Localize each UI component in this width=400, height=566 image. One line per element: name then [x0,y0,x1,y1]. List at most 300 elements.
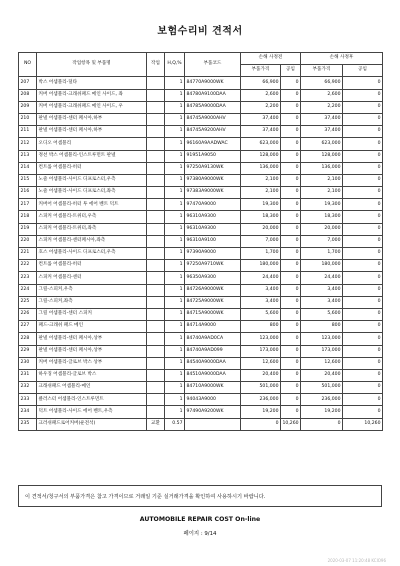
cell-item-name: 패드-크래쉬 패드 메인 [37,321,147,333]
cell-labor-after: 0 [343,406,383,418]
cell-no: 217 [19,199,37,211]
cell-qty: 1 [165,260,185,272]
header-hqty: H,Q,% [165,53,185,77]
cell-no: 208 [19,89,37,101]
cell-parts-price-after: 136,000 [301,162,343,174]
cell-labor-before: 0 [281,199,301,211]
header-no: NO [19,53,37,77]
cell-parts-price-after: 7,000 [301,235,343,247]
cell-no: 211 [19,126,37,138]
cell-part-code: 97470A9000 [185,199,241,211]
cell-labor-after: 0 [343,199,383,211]
cell-labor-after: 0 [343,211,383,223]
cell-item-name: 노즐 어셈블리-사이드 디프로스터,우측 [37,174,147,186]
cell-parts-price-before: 3,400 [241,284,281,296]
cell-no: 229 [19,345,37,357]
table-row [19,211,383,223]
cell-part-code: 84745A9200AHV [185,126,241,138]
table-row [19,345,383,357]
cell-parts-price-after: 20,000 [301,223,343,235]
cell-work [147,187,165,199]
table-row [19,187,383,199]
cell-item-name: 박스 어셈블리-딜타 [37,77,147,89]
cell-no: 221 [19,248,37,260]
cell-part-code: 96160A9AADWAC [185,138,241,150]
cell-qty: 1 [165,223,185,235]
cell-labor-before: 0 [281,394,301,406]
header-part-code: 부품코드 [185,53,241,77]
cell-labor-before: 0 [281,260,301,272]
cell-work: 교환 [147,418,165,430]
cell-item-name: 크래쉬패드 어셈블리-메인 [37,382,147,394]
cell-qty: 1 [165,199,185,211]
cell-work [147,260,165,272]
cell-no: 222 [19,260,37,272]
cell-parts-price-before: 800 [241,321,281,333]
cell-part-code: 84740A9AD0CA [185,333,241,345]
cell-labor-before: 0 [281,345,301,357]
cell-part-code: 84510A9000DAA [185,369,241,381]
cell-part-code: 94043A9000 [185,394,241,406]
table-row [19,418,383,430]
cell-labor-before: 0 [281,211,301,223]
cell-parts-price-before: 128,000 [241,150,281,162]
cell-labor-before: 0 [281,235,301,247]
cell-labor-after: 0 [343,296,383,308]
cell-item-name: 판넬 어셈블리-센터 페시아,하부 [37,126,147,138]
table-row [19,260,383,272]
header-before-adjustment: 손해 사정전 [241,53,301,65]
cell-no: 232 [19,382,37,394]
cell-part-code: 84785A9000DAA [185,101,241,113]
cell-parts-price-before: 20,000 [241,223,281,235]
cell-parts-price-after: 2,200 [301,101,343,113]
cell-item-name: 노즐 어셈블리-사이드 디프로스터,좌측 [37,187,147,199]
cell-qty: 1 [165,333,185,345]
cell-no: 220 [19,235,37,247]
cell-labor-after: 0 [343,113,383,125]
cell-labor-before: 0 [281,138,301,150]
cell-qty: 1 [165,272,185,284]
cell-parts-price-before: 12,600 [241,357,281,369]
cell-item-name: 덕트 어셈블리-사이드 에어 벤트,우측 [37,406,147,418]
cell-no: 209 [19,101,37,113]
header-parts-price-after: 부품가격 [301,65,343,77]
cell-parts-price-after: 2,100 [301,187,343,199]
cell-work [147,223,165,235]
cell-part-code: 97390A9000 [185,248,241,260]
cell-item-name: 하우징 어셈블리-글로브 박스 [37,369,147,381]
cell-parts-price-before: 24,400 [241,272,281,284]
estimate-table [18,52,383,431]
table-body [19,77,383,430]
cell-labor-after: 0 [343,248,383,260]
cell-part-code: 84715A9000WK [185,308,241,320]
cell-part-code: 97250A9130WK [185,162,241,174]
cell-work [147,235,165,247]
table-row [19,77,383,89]
cell-part-code: 96350A9300 [185,272,241,284]
cell-work [147,248,165,260]
cell-parts-price-after: 2,600 [301,89,343,101]
header-work: 작업 [147,53,165,77]
table-row [19,272,383,284]
document-title: 보험수리비 견적서 [157,26,243,37]
cell-parts-price-before: 180,000 [241,260,281,272]
header-item-name: 작업항목 및 부품명 [37,53,147,77]
cell-no: 215 [19,174,37,186]
table-row [19,235,383,247]
cell-parts-price-after: 5,600 [301,308,343,320]
cell-no: 216 [19,187,37,199]
cell-part-code: 91951A9050 [185,150,241,162]
cell-labor-after: 0 [343,272,383,284]
cell-part-code: 96310A9100 [185,235,241,247]
cell-qty: 0.57 [165,418,185,430]
cell-parts-price-before: 2,100 [241,174,281,186]
cell-labor-after: 0 [343,126,383,138]
cell-parts-price-after: 0 [301,418,343,430]
cell-parts-price-after: 1,700 [301,248,343,260]
cell-parts-price-before: 0 [241,418,281,430]
cell-parts-price-after: 3,400 [301,284,343,296]
cell-no: 223 [19,272,37,284]
cell-work [147,89,165,101]
cell-no: 234 [19,406,37,418]
cell-item-name: 그릴-스피커,우측 [37,284,147,296]
cell-qty: 1 [165,138,185,150]
cell-parts-price-after: 19,200 [301,406,343,418]
cell-labor-after: 0 [343,357,383,369]
table-row [19,369,383,381]
cell-parts-price-before: 37,400 [241,126,281,138]
table-row [19,101,383,113]
cell-parts-price-before: 18,300 [241,211,281,223]
cell-part-code: 84780A9100DAA [185,89,241,101]
cell-item-name: 커버 어셈블리-크래쉬패드 메인 사이드, 좌 [37,89,147,101]
cell-labor-before: 0 [281,77,301,89]
cell-item-name: 커버 어셈블리-크래쉬패드 메인 사이드, 우 [37,101,147,113]
cell-parts-price-before: 501,000 [241,382,281,394]
cell-item-name: 그릴-스피커,좌측 [37,296,147,308]
cell-item-name: 스피커 어셈블리-트위터,우측 [37,211,147,223]
cell-part-code: 96310A9300 [185,211,241,223]
cell-work [147,345,165,357]
cell-item-name: 커버어 어셈블리-히터 투 에어 벤트 덕트 [37,199,147,211]
cell-parts-price-before: 19,300 [241,199,281,211]
table-row [19,382,383,394]
cell-no: 214 [19,162,37,174]
cell-part-code: 84714A9000 [185,321,241,333]
cell-part-code: 84726A9000WK [185,284,241,296]
cell-labor-before: 0 [281,308,301,320]
cell-labor-after: 0 [343,89,383,101]
cell-no: 228 [19,333,37,345]
cell-work [147,162,165,174]
cell-labor-after: 0 [343,308,383,320]
cell-parts-price-after: 2,100 [301,174,343,186]
cell-parts-price-before: 236,000 [241,394,281,406]
cell-part-code: 84725A9000WK [185,296,241,308]
cell-no: 210 [19,113,37,125]
cell-qty: 1 [165,248,185,260]
cell-labor-after: 0 [343,223,383,235]
cell-item-name: 판넬 어셈블리-센터 페시아,하부 [37,113,147,125]
cell-item-name: 호스 어셈블리-사이드 디프로스터,우측 [37,248,147,260]
cell-work [147,357,165,369]
cell-parts-price-before: 2,100 [241,187,281,199]
cell-item-name: 컨트롤 어셈블리-히터 [37,260,147,272]
table-row [19,248,383,260]
cell-labor-before: 0 [281,150,301,162]
cell-work [147,296,165,308]
cell-qty: 1 [165,150,185,162]
cell-parts-price-after: 501,000 [301,382,343,394]
cell-work [147,199,165,211]
cell-parts-price-after: 800 [301,321,343,333]
cell-work [147,308,165,320]
cell-labor-before: 0 [281,174,301,186]
cell-part-code: 84745A9000AHV [185,113,241,125]
cell-part-code: 97250A9710WK [185,260,241,272]
table-row [19,284,383,296]
cell-item-name: 스피커 어셈블리-센터 [37,272,147,284]
cell-qty: 1 [165,187,185,199]
cell-parts-price-before: 66,900 [241,77,281,89]
cell-labor-after: 0 [343,235,383,247]
cell-no: 233 [19,394,37,406]
cell-item-name: 스피커 어셈블리-트위터,좌측 [37,223,147,235]
cell-labor-before: 10,260 [281,418,301,430]
cell-labor-after: 0 [343,321,383,333]
cell-no: 212 [19,138,37,150]
page-number: 페이지 : 9/14 [183,531,217,537]
cell-labor-before: 0 [281,333,301,345]
table-row [19,89,383,101]
cell-no: 218 [19,211,37,223]
cell-qty: 1 [165,174,185,186]
cell-item-name: 컨트롤 어셈블리-히터 [37,162,147,174]
cell-parts-price-after: 37,400 [301,126,343,138]
cell-qty: 1 [165,235,185,247]
table-row [19,126,383,138]
cell-work [147,394,165,406]
cell-parts-price-after: 236,000 [301,394,343,406]
cell-work [147,321,165,333]
cell-parts-price-after: 180,000 [301,260,343,272]
cell-part-code: 84710A9000WK [185,382,241,394]
cell-no: 230 [19,357,37,369]
cell-labor-before: 0 [281,187,301,199]
cell-qty: 1 [165,296,185,308]
print-stamp: 2020-03-07 11:20:48 KCIO96 [327,558,386,563]
cell-no: 235 [19,418,37,430]
cell-labor-before: 0 [281,89,301,101]
cell-labor-before: 0 [281,248,301,260]
cell-no: 226 [19,308,37,320]
cell-qty: 1 [165,126,185,138]
table-row [19,296,383,308]
cell-item-name: 스피커 어셈블리-센터페시아,좌측 [37,235,147,247]
cell-part-code: 96310A9300 [185,223,241,235]
cell-work [147,101,165,113]
cell-part-code: 84770A9000WK [185,77,241,89]
cell-work [147,284,165,296]
cell-parts-price-after: 66,900 [301,77,343,89]
cell-parts-price-after: 128,000 [301,150,343,162]
header-after-adjustment: 손해 사정후 [301,53,383,65]
cell-parts-price-before: 2,200 [241,101,281,113]
cell-qty: 1 [165,211,185,223]
cell-labor-after: 0 [343,333,383,345]
table-row [19,406,383,418]
header-labor-after: 공임 [343,65,383,77]
cell-labor-after: 0 [343,162,383,174]
cell-parts-price-before: 37,400 [241,113,281,125]
cell-work [147,77,165,89]
cell-parts-price-after: 123,000 [301,333,343,345]
cell-labor-before: 0 [281,284,301,296]
cell-labor-after: 10,260 [343,418,383,430]
cell-labor-before: 0 [281,357,301,369]
cell-no: 224 [19,284,37,296]
cell-part-code: 84540A9000DAA [185,357,241,369]
cell-parts-price-after: 623,000 [301,138,343,150]
cell-parts-price-after: 12,600 [301,357,343,369]
cell-labor-after: 0 [343,187,383,199]
cell-qty: 1 [165,308,185,320]
table-row [19,321,383,333]
cell-qty: 1 [165,321,185,333]
cell-item-name: 오디오 어셈블리 [37,138,147,150]
cell-work [147,406,165,418]
cell-labor-after: 0 [343,77,383,89]
table-row [19,223,383,235]
cell-labor-before: 0 [281,101,301,113]
cell-parts-price-before: 173,000 [241,345,281,357]
table-row [19,150,383,162]
cell-parts-price-after: 173,000 [301,345,343,357]
cell-labor-before: 0 [281,296,301,308]
cell-part-code: 97490A9200WK [185,406,241,418]
cell-no: 231 [19,369,37,381]
cell-parts-price-after: 20,400 [301,369,343,381]
cell-item-name: 판넬 어셈블리-센터 페시아,상부 [37,333,147,345]
footer-brand: AUTOMOBILE REPAIR COST On-line [139,516,261,523]
cell-labor-after: 0 [343,260,383,272]
cell-labor-after: 0 [343,394,383,406]
header-labor-before: 공임 [281,65,301,77]
cell-work [147,138,165,150]
cell-labor-after: 0 [343,138,383,150]
cell-no: 227 [19,321,37,333]
cell-part-code: 84740A9AD099 [185,345,241,357]
cell-labor-before: 0 [281,321,301,333]
cell-parts-price-after: 19,300 [301,199,343,211]
cell-labor-after: 0 [343,174,383,186]
cell-labor-before: 0 [281,162,301,174]
cell-parts-price-after: 37,400 [301,113,343,125]
cell-work [147,126,165,138]
cell-qty: 1 [165,382,185,394]
cell-parts-price-before: 623,000 [241,138,281,150]
cell-work [147,113,165,125]
cell-work [147,174,165,186]
cell-parts-price-before: 2,600 [241,89,281,101]
cell-labor-before: 0 [281,126,301,138]
cell-work [147,150,165,162]
cell-labor-after: 0 [343,101,383,113]
cell-parts-price-before: 3,400 [241,296,281,308]
cell-labor-before: 0 [281,369,301,381]
cell-qty: 1 [165,162,185,174]
cell-no: 225 [19,296,37,308]
cell-qty: 1 [165,89,185,101]
cell-item-name: 그릴 어셈블리-센터 스피커 [37,308,147,320]
cell-qty: 1 [165,406,185,418]
cell-item-name: 정션 박스 어셈블리-인스트루먼트 판넬 [37,150,147,162]
cell-labor-after: 0 [343,382,383,394]
cell-labor-after: 0 [343,369,383,381]
table-row [19,113,383,125]
cell-labor-before: 0 [281,382,301,394]
cell-qty: 1 [165,345,185,357]
cell-parts-price-before: 19,200 [241,406,281,418]
cell-parts-price-before: 136,000 [241,162,281,174]
cell-qty: 1 [165,284,185,296]
cell-labor-after: 0 [343,284,383,296]
cell-work [147,211,165,223]
cell-parts-price-before: 5,600 [241,308,281,320]
cell-item-name: 크러쉬패드로어커버(운전석) [37,418,147,430]
cell-parts-price-before: 20,400 [241,369,281,381]
cell-qty: 1 [165,369,185,381]
cell-part-code [185,418,241,430]
cell-parts-price-before: 7,000 [241,235,281,247]
table-row [19,138,383,150]
cell-work [147,272,165,284]
cell-parts-price-before: 1,700 [241,248,281,260]
cell-qty: 1 [165,113,185,125]
cell-qty: 1 [165,101,185,113]
table-row [19,394,383,406]
cell-qty: 1 [165,77,185,89]
cell-qty: 1 [165,357,185,369]
cell-parts-price-after: 18,300 [301,211,343,223]
price-notice: 이 견적서/청구서의 부품가격은 참고 가격이므로 거래일 기준 실거래가격을 확인하여 사용하시기 바랍니다. [18,485,382,507]
cell-no: 213 [19,150,37,162]
cell-no: 207 [19,77,37,89]
cell-labor-before: 0 [281,223,301,235]
table-row [19,174,383,186]
table-row [19,357,383,369]
cell-item-name: 판넬 어셈블리-센터 페시아,상부 [37,345,147,357]
table-row [19,308,383,320]
cell-labor-after: 0 [343,345,383,357]
cell-qty: 1 [165,394,185,406]
cell-work [147,369,165,381]
cell-labor-before: 0 [281,406,301,418]
cell-labor-before: 0 [281,113,301,125]
cell-parts-price-before: 123,000 [241,333,281,345]
cell-part-code: 97383A9000WK [185,187,241,199]
cell-parts-price-after: 3,400 [301,296,343,308]
cell-item-name: 커버 어셈블리-글로브 박스 상부 [37,357,147,369]
table-row [19,199,383,211]
cell-item-name: 클러스터 어셈블리-인스트루먼트 [37,394,147,406]
table-row [19,333,383,345]
header-parts-price-before: 부품가격 [241,65,281,77]
